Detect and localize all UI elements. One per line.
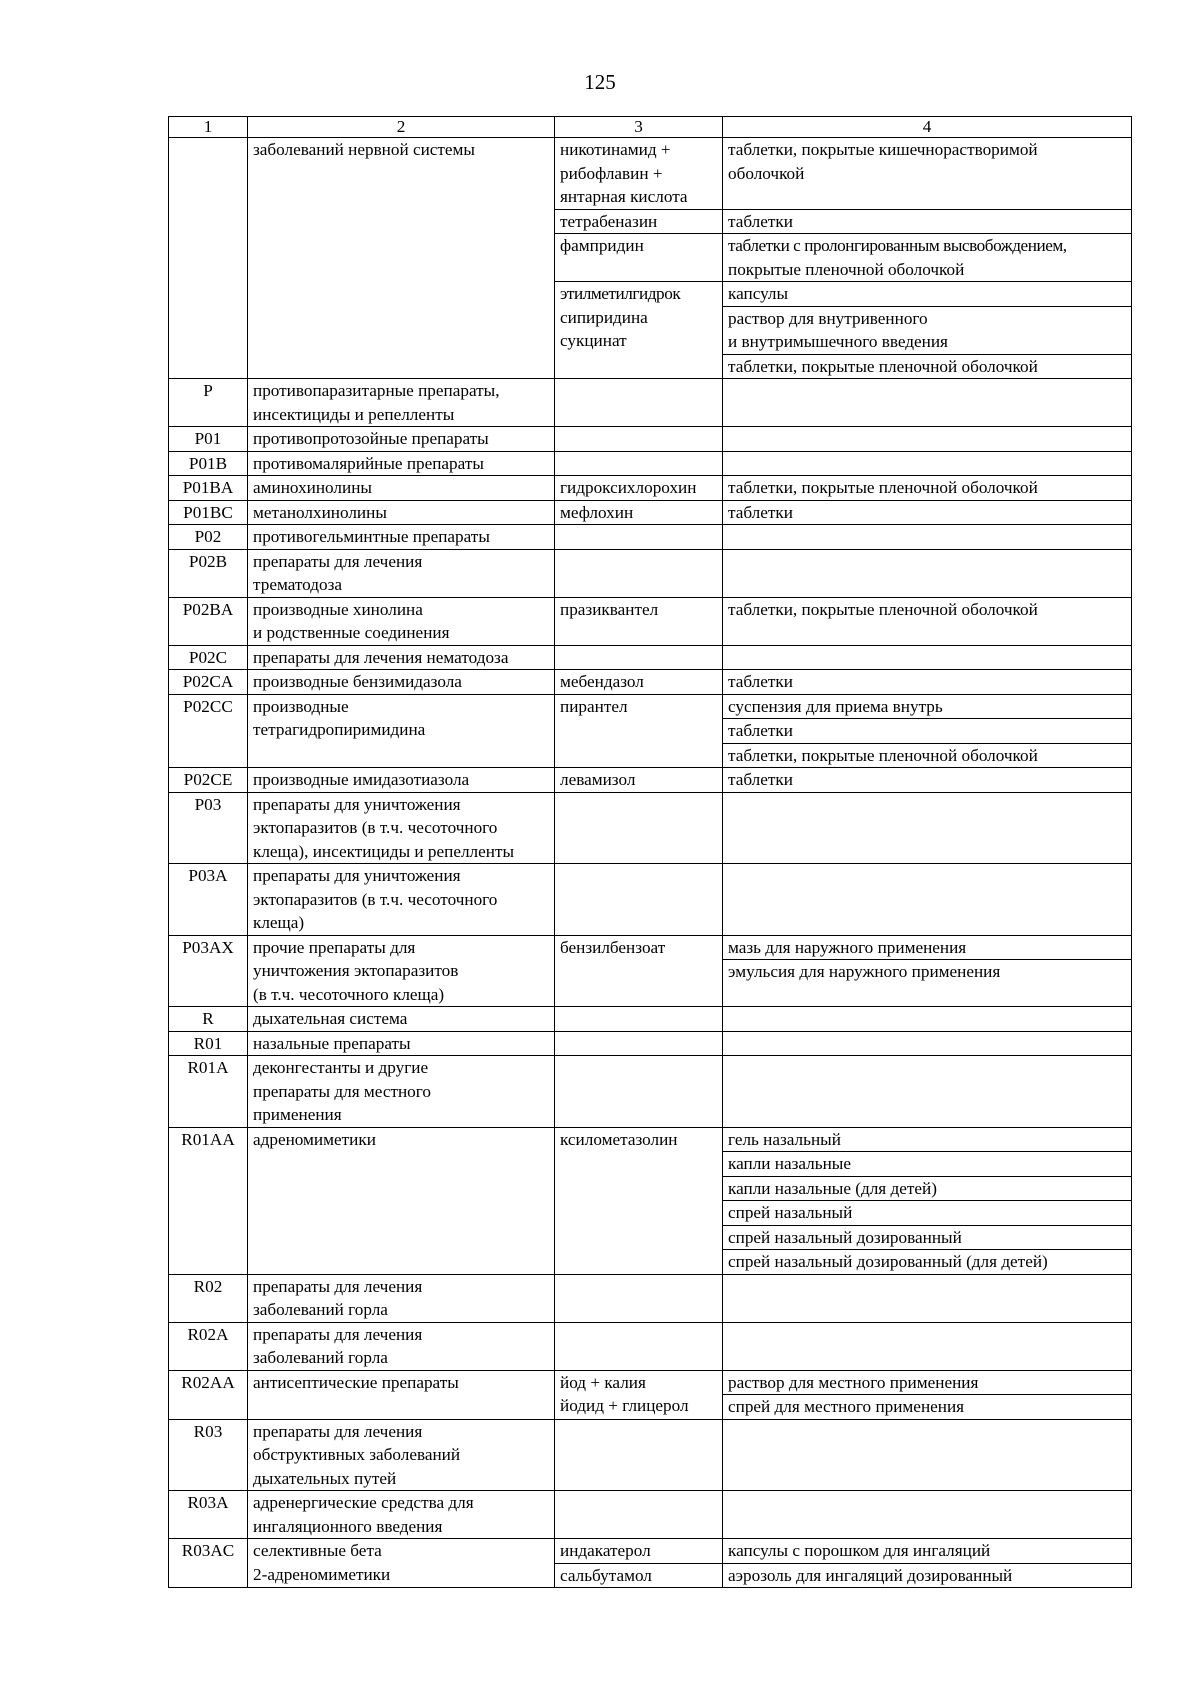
dosage-form-cell xyxy=(723,670,1132,695)
inn-cell xyxy=(555,1539,723,1588)
sub-entry: спрей назальный дозированный (для детей) xyxy=(723,1249,1131,1274)
table-row xyxy=(169,138,1132,210)
inn-cell xyxy=(555,451,723,476)
sub-entry: индакатерол xyxy=(560,1541,651,1560)
table-row xyxy=(169,451,1132,476)
sub-entry: суспензия для приема внутрь xyxy=(728,696,943,716)
text-line: метанолхинолины xyxy=(253,502,387,522)
group-name-cell xyxy=(248,549,555,597)
dosage-form-cell xyxy=(723,597,1132,645)
inn-cell xyxy=(555,935,723,1007)
text-line: тетрагидропиримидина xyxy=(253,720,426,739)
text-line: сукцинат xyxy=(560,331,627,350)
table-row xyxy=(169,427,1132,452)
text-line: адреномиметики xyxy=(253,1129,376,1149)
sub-entry: спрей назальный xyxy=(723,1200,1131,1225)
atc-code-cell xyxy=(169,138,248,379)
text-line: 2-адреномиметики xyxy=(253,1564,391,1584)
group-name-cell xyxy=(248,1491,555,1539)
table-row xyxy=(169,935,1132,1007)
group-name-cell xyxy=(248,1419,555,1491)
sub-entry: гель назальный xyxy=(728,1129,841,1149)
text-line: гидроксихлорохин xyxy=(560,478,697,497)
table-row xyxy=(169,1031,1132,1056)
group-name-cell xyxy=(248,768,555,793)
group-name-cell xyxy=(248,525,555,550)
column-header: 1 xyxy=(169,117,248,138)
atc-code-cell: P03AX xyxy=(169,935,248,1007)
sub-entry: таблетки xyxy=(728,672,793,691)
dosage-form-entry xyxy=(728,138,1126,185)
inn-cell xyxy=(555,476,723,501)
atc-code-cell: P01 xyxy=(169,427,248,452)
group-name-cell xyxy=(248,670,555,695)
text-line: деконгестанты и другие xyxy=(253,1058,429,1077)
dosage-form-cell xyxy=(723,1491,1132,1539)
sub-entry: спрей назальный дозированный xyxy=(723,1225,1131,1250)
inn-cell xyxy=(555,1007,723,1032)
dosage-form-cell xyxy=(723,864,1132,936)
text-line: никотинамид + xyxy=(560,140,671,159)
table-row xyxy=(169,1007,1132,1032)
text-line: инсектициды и репелленты xyxy=(253,404,455,424)
dosage-form-cell xyxy=(723,427,1132,452)
atc-code-cell: P02BA xyxy=(169,597,248,645)
text-line: препараты для местного xyxy=(253,1081,431,1101)
inn-cell xyxy=(555,694,723,768)
text-line: прочие препараты для xyxy=(253,937,416,957)
inn-cell xyxy=(555,1370,723,1419)
sub-entry: капли назальные (для детей) xyxy=(723,1176,1131,1201)
table-row xyxy=(169,1419,1132,1491)
text-line: обструктивных заболеваний xyxy=(253,1445,461,1464)
text-line: (в т.ч. чесоточного клеща) xyxy=(253,984,445,1004)
dosage-form-cell xyxy=(723,1031,1132,1056)
text-line: капсулы xyxy=(728,284,789,303)
inn-cell xyxy=(555,282,723,379)
table-row xyxy=(169,670,1132,695)
atc-code-cell: P03 xyxy=(169,792,248,864)
text-line: препараты для уничтожения xyxy=(253,794,461,814)
table-row xyxy=(169,500,1132,525)
inn-cell xyxy=(555,525,723,550)
atc-code-cell: P02CA xyxy=(169,670,248,695)
group-name-cell xyxy=(248,379,555,427)
inn-cell xyxy=(555,1127,723,1274)
dosage-form-cell xyxy=(723,234,1132,282)
text-line: йодид + глицерол xyxy=(560,1396,689,1415)
inn-cell xyxy=(555,768,723,793)
inn-cell xyxy=(555,234,723,282)
text-line: бензилбензоат xyxy=(560,937,666,957)
text-line: заболеваний горла xyxy=(253,1300,388,1319)
atc-code-cell: P03A xyxy=(169,864,248,936)
dosage-form-cell xyxy=(723,694,1132,768)
atc-code-cell: R03A xyxy=(169,1491,248,1539)
text-line: уничтожения эктопаразитов xyxy=(253,961,459,980)
text-line: эктопаразитов (в т.ч. чесоточного xyxy=(253,818,498,837)
text-line: таблетки xyxy=(728,211,793,231)
inn-cell xyxy=(555,549,723,597)
text-line: таблетки, покрытые кишечнорастворимой xyxy=(728,140,1038,159)
atc-code-cell: P01B xyxy=(169,451,248,476)
group-name-cell xyxy=(248,645,555,670)
table-row xyxy=(169,1491,1132,1539)
text-line: дыхательных путей xyxy=(253,1468,397,1488)
text-line: производные имидазотиазола xyxy=(253,770,470,789)
column-header: 3 xyxy=(555,117,723,138)
dosage-form-cell xyxy=(723,1539,1132,1588)
text-line: производные xyxy=(253,696,349,716)
atc-code-cell: P xyxy=(169,379,248,427)
dosage-form-entry xyxy=(728,234,1126,281)
table-row xyxy=(169,768,1132,793)
table-header-row xyxy=(169,117,1132,138)
table-row xyxy=(169,379,1132,427)
atc-code-cell: P02CE xyxy=(169,768,248,793)
inn-cell xyxy=(555,597,723,645)
sub-entry: таблетки, покрытые пленочной оболочкой xyxy=(728,599,1038,619)
sub-entry: капсулы с порошком для ингаляций xyxy=(728,1541,991,1560)
group-name-cell xyxy=(248,792,555,864)
atc-code-cell: R02A xyxy=(169,1322,248,1370)
inn-cell xyxy=(555,645,723,670)
text-line: сипиридина xyxy=(560,307,648,327)
sub-entry: таблетки, покрытые пленочной оболочкой xyxy=(723,743,1131,768)
table-row xyxy=(169,549,1132,597)
group-name-cell xyxy=(248,1007,555,1032)
atc-code-cell: P02C xyxy=(169,645,248,670)
text-line: оболочкой xyxy=(728,163,805,183)
dosage-form-entry xyxy=(723,354,1131,379)
text-line: покрытые пленочной оболочкой xyxy=(728,259,965,279)
atc-code-cell: R03AC xyxy=(169,1539,248,1588)
table-row xyxy=(169,476,1132,501)
drug-classification-table xyxy=(168,116,1132,1588)
inn-cell xyxy=(555,1274,723,1322)
sub-entry: сальбутамол xyxy=(555,1563,722,1588)
text-line: и родственные соединения xyxy=(253,623,450,642)
text-line: применения xyxy=(253,1105,342,1124)
column-header: 2 xyxy=(248,117,555,138)
table-row xyxy=(169,1056,1132,1128)
atc-code-cell: R02AA xyxy=(169,1370,248,1419)
text-line: дыхательная система xyxy=(253,1009,408,1028)
text-line: назальные препараты xyxy=(253,1033,411,1053)
text-line: заболеваний горла xyxy=(253,1348,388,1367)
atc-code-cell: R01 xyxy=(169,1031,248,1056)
table-row xyxy=(169,597,1132,645)
text-line: эктопаразитов (в т.ч. чесоточного xyxy=(253,889,498,909)
text-line: заболеваний нервной системы xyxy=(253,140,475,159)
text-line: раствор для внутривенного xyxy=(728,308,928,328)
text-line: противопротозойные препараты xyxy=(253,429,489,448)
table-row xyxy=(169,1322,1132,1370)
text-line: празиквантел xyxy=(560,599,659,619)
text-line: клеща) xyxy=(253,913,305,932)
group-name-cell xyxy=(248,935,555,1007)
dosage-form-cell xyxy=(723,209,1132,234)
text-line: рибофлавин + xyxy=(560,163,663,183)
group-name-cell xyxy=(248,427,555,452)
atc-code-cell: R01AA xyxy=(169,1127,248,1274)
atc-code-cell: P01BC xyxy=(169,500,248,525)
inn-cell xyxy=(555,792,723,864)
atc-code-cell: R xyxy=(169,1007,248,1032)
dosage-form-cell xyxy=(723,451,1132,476)
text-line: мебендазол xyxy=(560,672,644,691)
text-line: трематодоза xyxy=(253,575,343,594)
inn-cell xyxy=(555,209,723,234)
sub-entry: таблетки xyxy=(723,718,1131,743)
inn-cell xyxy=(555,1056,723,1128)
inn-cell xyxy=(555,1419,723,1491)
text-line: препараты для лечения xyxy=(253,1324,423,1344)
dosage-form-cell xyxy=(723,282,1132,379)
group-name-cell xyxy=(248,1539,555,1588)
page-number: 125 xyxy=(584,70,616,94)
sub-entry: таблетки xyxy=(728,770,793,789)
inn-cell xyxy=(555,670,723,695)
text-line: тетрабеназин xyxy=(560,211,658,231)
sub-entry: спрей для местного применения xyxy=(723,1394,1131,1419)
table-row xyxy=(169,645,1132,670)
group-name-cell xyxy=(248,1274,555,1322)
table-row xyxy=(169,864,1132,936)
dosage-form-cell xyxy=(723,525,1132,550)
inn-cell xyxy=(555,1031,723,1056)
atc-code-cell: P02 xyxy=(169,525,248,550)
inn-cell xyxy=(555,864,723,936)
text-line: противогельминтные препараты xyxy=(253,527,490,546)
dosage-form-cell xyxy=(723,1419,1132,1491)
text-line: пирантел xyxy=(560,696,628,716)
group-name-cell xyxy=(248,500,555,525)
text-line: фампридин xyxy=(560,236,644,255)
group-name-cell xyxy=(248,1031,555,1056)
group-name-cell xyxy=(248,864,555,936)
group-name-cell xyxy=(248,138,555,379)
dosage-form-entry xyxy=(728,210,1126,234)
text-line: янтарная кислота xyxy=(560,187,688,206)
text-line: таблетки, покрытые пленочной оболочкой xyxy=(728,356,1038,376)
dosage-form-cell xyxy=(723,1127,1132,1274)
text-line: препараты для лечения xyxy=(253,551,423,571)
text-line: адренергические средства для xyxy=(253,1493,474,1512)
dosage-form-cell xyxy=(723,138,1132,210)
text-line: ксилометазолин xyxy=(560,1129,678,1149)
group-name-cell xyxy=(248,1127,555,1274)
text-line: селективные бета xyxy=(253,1541,382,1560)
group-name-cell xyxy=(248,451,555,476)
table-row xyxy=(169,1370,1132,1419)
dosage-form-cell xyxy=(723,549,1132,597)
sub-entry: таблетки xyxy=(728,502,793,522)
group-name-cell xyxy=(248,1370,555,1419)
column-header: 4 xyxy=(723,117,1132,138)
text-line: этилметилгидрок xyxy=(560,284,681,303)
dosage-form-cell xyxy=(723,476,1132,501)
sub-entry: раствор для местного применения xyxy=(728,1372,979,1392)
dosage-form-cell xyxy=(723,1007,1132,1032)
dosage-form-entry xyxy=(723,282,1131,306)
dosage-form-cell xyxy=(723,792,1132,864)
sub-entry: аэрозоль для ингаляций дозированный xyxy=(723,1563,1131,1588)
dosage-form-cell xyxy=(723,645,1132,670)
table-row xyxy=(169,1127,1132,1274)
text-line: производные хинолина xyxy=(253,599,423,619)
dosage-form-entry xyxy=(723,306,1131,354)
inn-cell xyxy=(555,379,723,427)
text-line: препараты для лечения xyxy=(253,1276,423,1296)
dosage-form-cell xyxy=(723,379,1132,427)
inn-cell xyxy=(555,500,723,525)
table-row xyxy=(169,792,1132,864)
table-row xyxy=(169,694,1132,768)
text-line: препараты для лечения xyxy=(253,1421,423,1441)
sub-entry: капли назальные xyxy=(723,1151,1131,1176)
dosage-form-cell xyxy=(723,1274,1132,1322)
group-name-cell xyxy=(248,476,555,501)
text-line: антисептические препараты xyxy=(253,1372,459,1392)
atc-code-cell: P02CC xyxy=(169,694,248,768)
text-line: и внутримышечного введения xyxy=(728,332,948,351)
text-line: противопаразитарные препараты, xyxy=(253,381,500,400)
group-name-cell xyxy=(248,1322,555,1370)
atc-code-cell: P02B xyxy=(169,549,248,597)
table-row xyxy=(169,1274,1132,1322)
text-line: левамизол xyxy=(560,770,636,789)
dosage-form-cell xyxy=(723,768,1132,793)
inn-cell xyxy=(555,138,723,210)
table-row xyxy=(169,1539,1132,1588)
atc-code-cell: R02 xyxy=(169,1274,248,1322)
sub-entry: мазь для наружного применения xyxy=(728,937,967,957)
text-line: таблетки с пролонгированным высвобождением, xyxy=(728,236,1067,255)
group-name-cell xyxy=(248,1056,555,1128)
inn-cell xyxy=(555,1491,723,1539)
dosage-form-cell xyxy=(723,1322,1132,1370)
text-line: препараты для лечения нематодоза xyxy=(253,647,509,667)
sub-entry: эмульсия для наружного применения xyxy=(723,959,1131,984)
dosage-form-cell xyxy=(723,1056,1132,1128)
text-line: йод + калия xyxy=(560,1372,646,1392)
dosage-form-cell xyxy=(723,500,1132,525)
dosage-form-cell xyxy=(723,1370,1132,1419)
group-name-cell xyxy=(248,597,555,645)
text-line: производные бензимидазола xyxy=(253,672,462,691)
group-name-cell xyxy=(248,694,555,768)
atc-code-cell: R01A xyxy=(169,1056,248,1128)
dosage-form-cell xyxy=(723,935,1132,1007)
text-line: ингаляционного введения xyxy=(253,1516,443,1536)
text-line: мефлохин xyxy=(560,502,634,522)
text-line: противомалярийные препараты xyxy=(253,453,484,473)
text-line: клеща), инсектициды и репелленты xyxy=(253,841,515,861)
sub-entry: таблетки, покрытые пленочной оболочкой xyxy=(728,478,1038,497)
text-line: аминохинолины xyxy=(253,478,372,497)
inn-cell xyxy=(555,1322,723,1370)
text-line: препараты для уничтожения xyxy=(253,866,461,885)
atc-code-cell: P01BA xyxy=(169,476,248,501)
atc-code-cell: R03 xyxy=(169,1419,248,1491)
inn-cell xyxy=(555,427,723,452)
table-row xyxy=(169,525,1132,550)
